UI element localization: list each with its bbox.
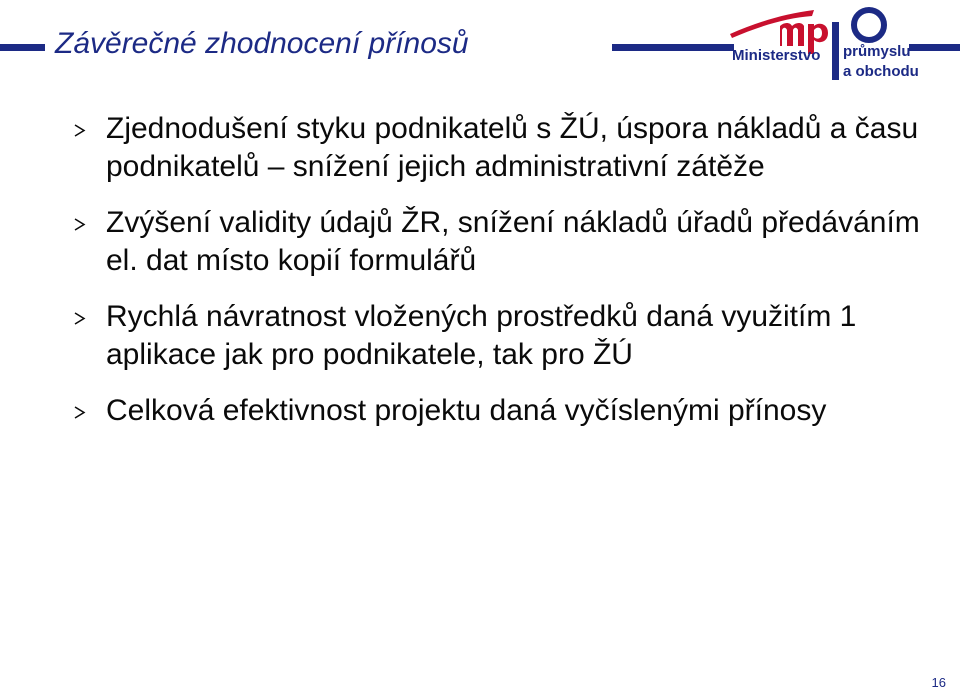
logo-letter-m (780, 23, 804, 46)
logo-text-line1: Ministerstvo (732, 47, 821, 64)
bullet-text: Zjednodušení styku podnikatelů s ŽÚ, úspora nákladů a času podnikatelů – snížení jejich administrativní zátěže (106, 112, 919, 183)
mpo-logo (728, 4, 919, 82)
bullet-item (74, 204, 934, 280)
slide-title: Závěrečné zhodnocení přínosů (55, 27, 469, 60)
logo-text-line3: a obchodu (843, 63, 919, 80)
logo-letter-o (854, 10, 884, 40)
page-number: 16 (931, 675, 946, 690)
bullet-item (74, 298, 934, 374)
bullet-item (74, 110, 934, 186)
logo-text-line2: průmyslu (843, 43, 911, 60)
header-bar-middle (612, 44, 734, 51)
arrow-bullet-icon (74, 124, 85, 137)
bullet-text: Zvýšení validity údajů ŽR, snížení nákladů úřadů předáváním el. dat místo kopií formulářů (106, 206, 920, 277)
bullet-list (74, 110, 934, 430)
arrow-bullet-icon (74, 218, 85, 231)
header-bar-left (0, 44, 45, 51)
bullet-text: Celková efektivnost projektu daná vyčíslenými přínosy (106, 394, 827, 427)
arrow-bullet-icon (74, 406, 85, 419)
header-bar-right (909, 44, 960, 51)
bullet-text: Rychlá návratnost vložených prostředků daná využitím 1 aplikace jak pro podnikatele, tak pro ŽÚ (106, 300, 857, 371)
bullet-item (74, 392, 934, 430)
arrow-bullet-icon (74, 312, 85, 325)
